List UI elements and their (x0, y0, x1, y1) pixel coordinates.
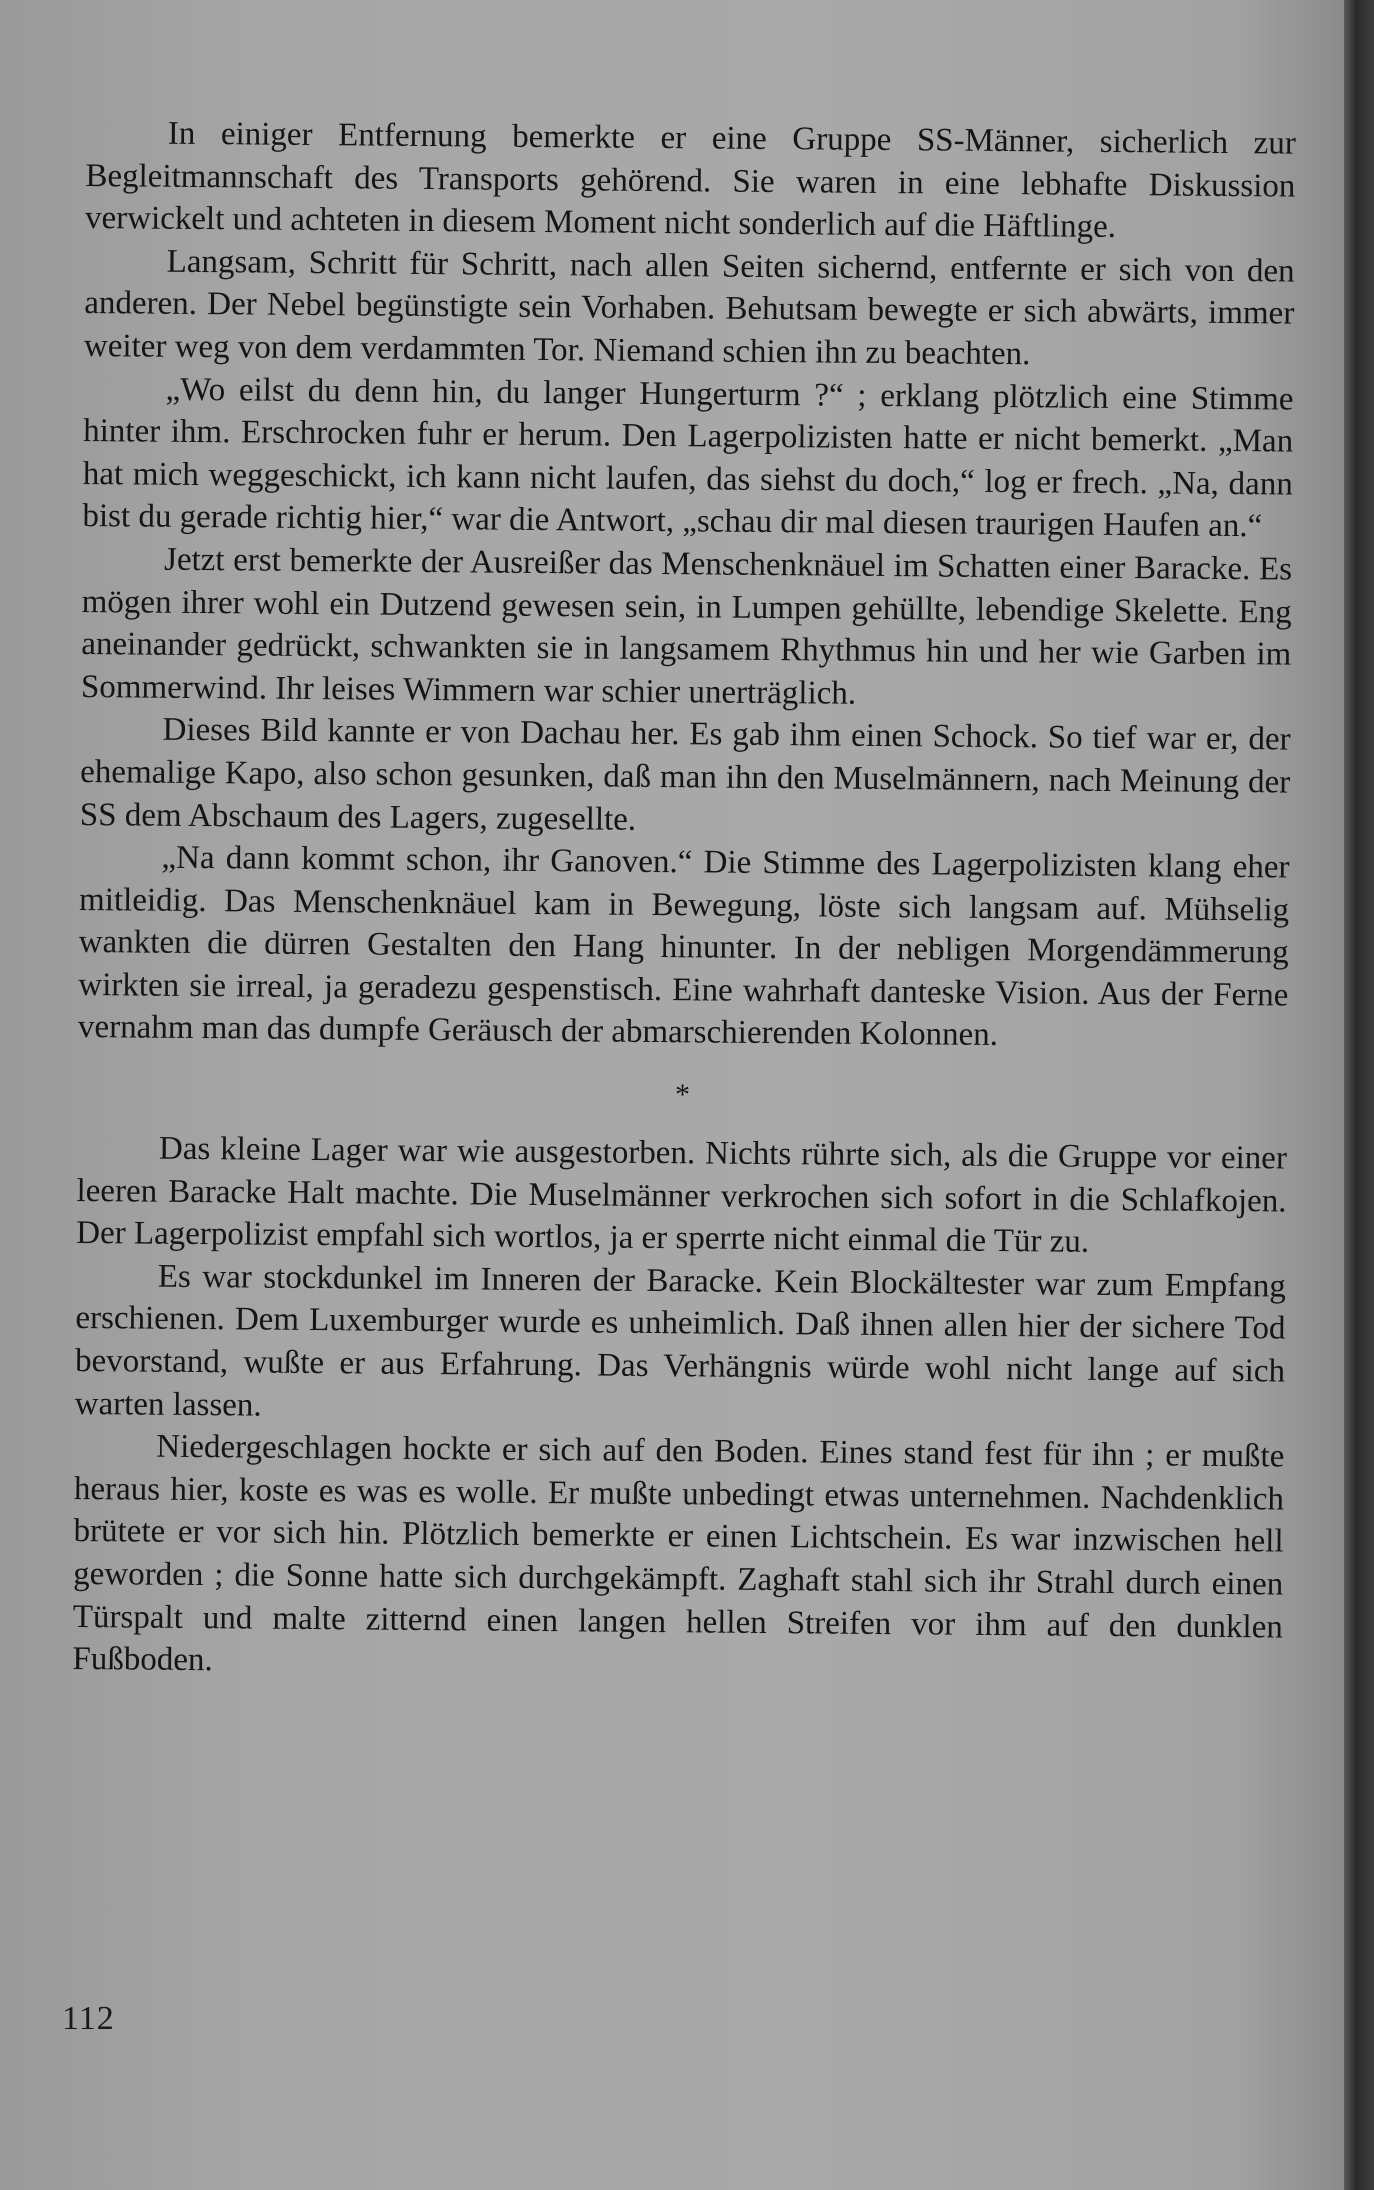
paragraph: Dieses Bild kannte er von Dachau her. Es gab ihm einen Schock. So tief war er, der ehemalige Kapo, also schon gesunken, daß man ihn den Muselmännern, nach Meinung der SS dem Abschaum des Lagers, zugesellte. (79, 712, 1291, 838)
paragraph: Jetzt erst bemerkte der Ausreißer das Menschenknäuel im Schatten einer Baracke. Es mögen ihrer wohl ein Dutzend gewesen sein, in Lumpen gehüllte, lebendige Skelette. Eng aneinander gedrückt, schwankten sie in langsamem Rhythmus hin und her wie Garben im Sommerwind. Ihr leises Wimmern war schier unerträglich. (80, 541, 1293, 712)
page-number: 112 (62, 2000, 115, 2037)
book-spine-gutter (1344, 0, 1374, 2190)
paragraph: In einiger Entfernung bemerkte er eine Gruppe SS-Männer, sicherlich zur Begleitmannschaft des Transports gehörend. Sie waren in eine lebhafte Diskussion verwickelt und achteten in diesem Moment nicht sonderlich auf die Häftlinge. (84, 115, 1296, 246)
paragraph: „Wo eilst du denn hin, du langer Hungerturm ?“ ; erklang plötzlich eine Stimme hinter ihm. Erschrocken fuhr er herum. Den Lagerpolizisten hatte er nicht bemerkt. „Man hat mich weggeschickt, ich kann nicht laufen, das siehst du doch,“ log er frech. „Na, dann bist du gerade richtig hier,“ war die Antwort, „schau dir mal diesen traurigen Haufen an.“ (82, 371, 1294, 545)
section-break-asterisk: * (674, 1078, 691, 1112)
paragraph: Das kleine Lager war wie ausgestorben. Nichts rührte sich, als die Gruppe vor einer leeren Baracke Halt machte. Die Muselmänner verkrochen sich sofort in die Schlafkojen. Der Lagerpolizist empfahl sich wortlos, ja er sperrte nicht einmal die Tür zu. (76, 1130, 1288, 1261)
paragraph: „Na dann kommt schon, ihr Ganoven.“ Die Stimme des Lagerpolizisten klang eher mitleidig. Das Menschenknäuel kam in Bewegung, löste sich langsam auf. Mühselig wankten die dürren Gestalten den Hang hinunter. In der nebligen Morgendämmerung wirkten sie irreal, ja geradezu gespenstisch. Eine wahrhaft danteske Vision. Aus der Ferne vernahm man das dumpfe Geräusch der abmarschierenden Kolonnen. (77, 839, 1290, 1054)
paragraph: Es war stockdunkel im Inneren der Baracke. Kein Blockältester war zum Empfang erschienen. Dem Luxemburger wurde es unheimlich. Daß ihnen allen hier der sichere Tod bevorstand, wußte er aus Erfahrung. Das Verhängnis würde wohl nicht lange auf sich warten lassen. (74, 1258, 1286, 1424)
paragraph: Niedergeschlagen hockte er sich auf den Boden. Eines stand fest für ihn ; er mußte heraus hier, koste es was es wolle. Er mußte unbedingt etwas unternehmen. Nachdenklich brütete er vor sich hin. Plötzlich bemerkte er einen Lichtschein. Es war inzwischen hell geworden ; die Sonne hatte sich durchgekämpft. Zaghaft stahl sich ihr Strahl durch einen Türspalt und malte zitternd einen langen hellen Streifen vor ihm auf den dunklen Fußboden. (72, 1428, 1285, 1679)
page-text (72, 112, 1296, 1691)
paragraph: Langsam, Schritt für Schritt, nach allen Seiten sichernd, entfernte er sich von den anderen. Der Nebel begünstigte sein Vorhaben. Behutsam bewegte er sich abwärts, immer weiter weg von dem verdammten Tor. Niemand schien ihn zu beachten. (83, 243, 1295, 373)
